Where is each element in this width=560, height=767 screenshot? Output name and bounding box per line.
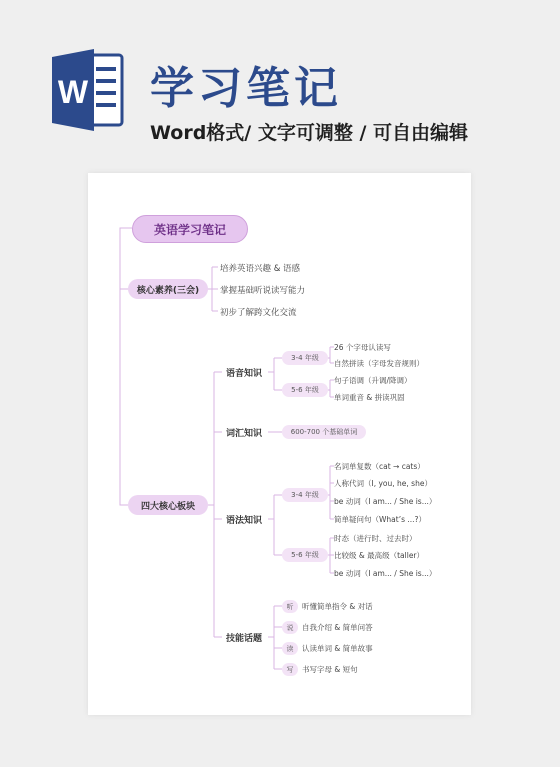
skill-item: 认读单词 & 简单故事 [302,644,373,653]
page-title: 学习笔记 [150,63,342,114]
core-item-3: 初步了解跨文化交流 [220,308,297,318]
grammar-node: 语法知识 [226,516,263,526]
grammar-grade-56: 5-6 年级 [282,548,328,562]
grammar-item: be 动词（I am... / She is...） [334,497,437,506]
core-item-1: 培养英语兴趣 & 语感 [220,264,301,274]
grammar-item: 比较级 & 最高级（taller） [334,551,425,560]
phonetics-grade-34: 3-4 年级 [282,351,328,365]
vocab-pill: 600-700 个基础单词 [282,425,366,439]
grammar-item: 时态（进行时、过去时） [334,534,417,543]
core-item-2: 掌握基础听说读写能力 [220,286,306,296]
vocab-node: 词汇知识 [226,429,263,439]
skill-item: 自我介绍 & 简单问答 [302,623,373,632]
connector-lines [88,173,471,715]
document-page [88,173,471,715]
logo-letter: W [57,74,89,110]
skill-badge-speak: 说 [282,621,298,634]
grammar-item: 简单疑问句（What’s ...?） [334,515,427,524]
skills-node: 技能话题 [226,634,263,644]
phonetics-item: 自然拼读（字母发音规则） [334,359,424,368]
word-icon [50,47,126,133]
grammar-item: 名词单复数（cat → cats） [334,462,425,471]
grammar-item: 人称代词（I, you, he, she） [334,479,432,488]
phonetics-item: 句子语调（升调/降调） [334,376,412,385]
phonetics-item: 26 个字母认读写 [334,343,391,352]
header [0,0,560,160]
grammar-item: be 动词（I am... / She is...） [334,569,437,578]
skill-item: 听懂简单指令 & 对话 [302,602,373,611]
modules-node: 四大核心板块 [128,495,208,515]
skill-badge-listen: 听 [282,600,298,613]
skill-badge-read: 读 [282,642,298,655]
phonetics-item: 单词重音 & 拼读巩固 [334,393,405,402]
phonetics-node: 语音知识 [226,369,263,379]
grammar-grade-34: 3-4 年级 [282,488,328,502]
skill-badge-write: 写 [282,663,298,676]
skill-item: 书写字母 & 短句 [302,665,358,674]
core-literacy-node: 核心素养(三会) [128,279,208,299]
root-node: 英语学习笔记 [132,215,248,243]
page-subtitle: Word格式/ 文字可调整 / 可自由编辑 [150,122,469,144]
phonetics-grade-56: 5-6 年级 [282,383,328,397]
